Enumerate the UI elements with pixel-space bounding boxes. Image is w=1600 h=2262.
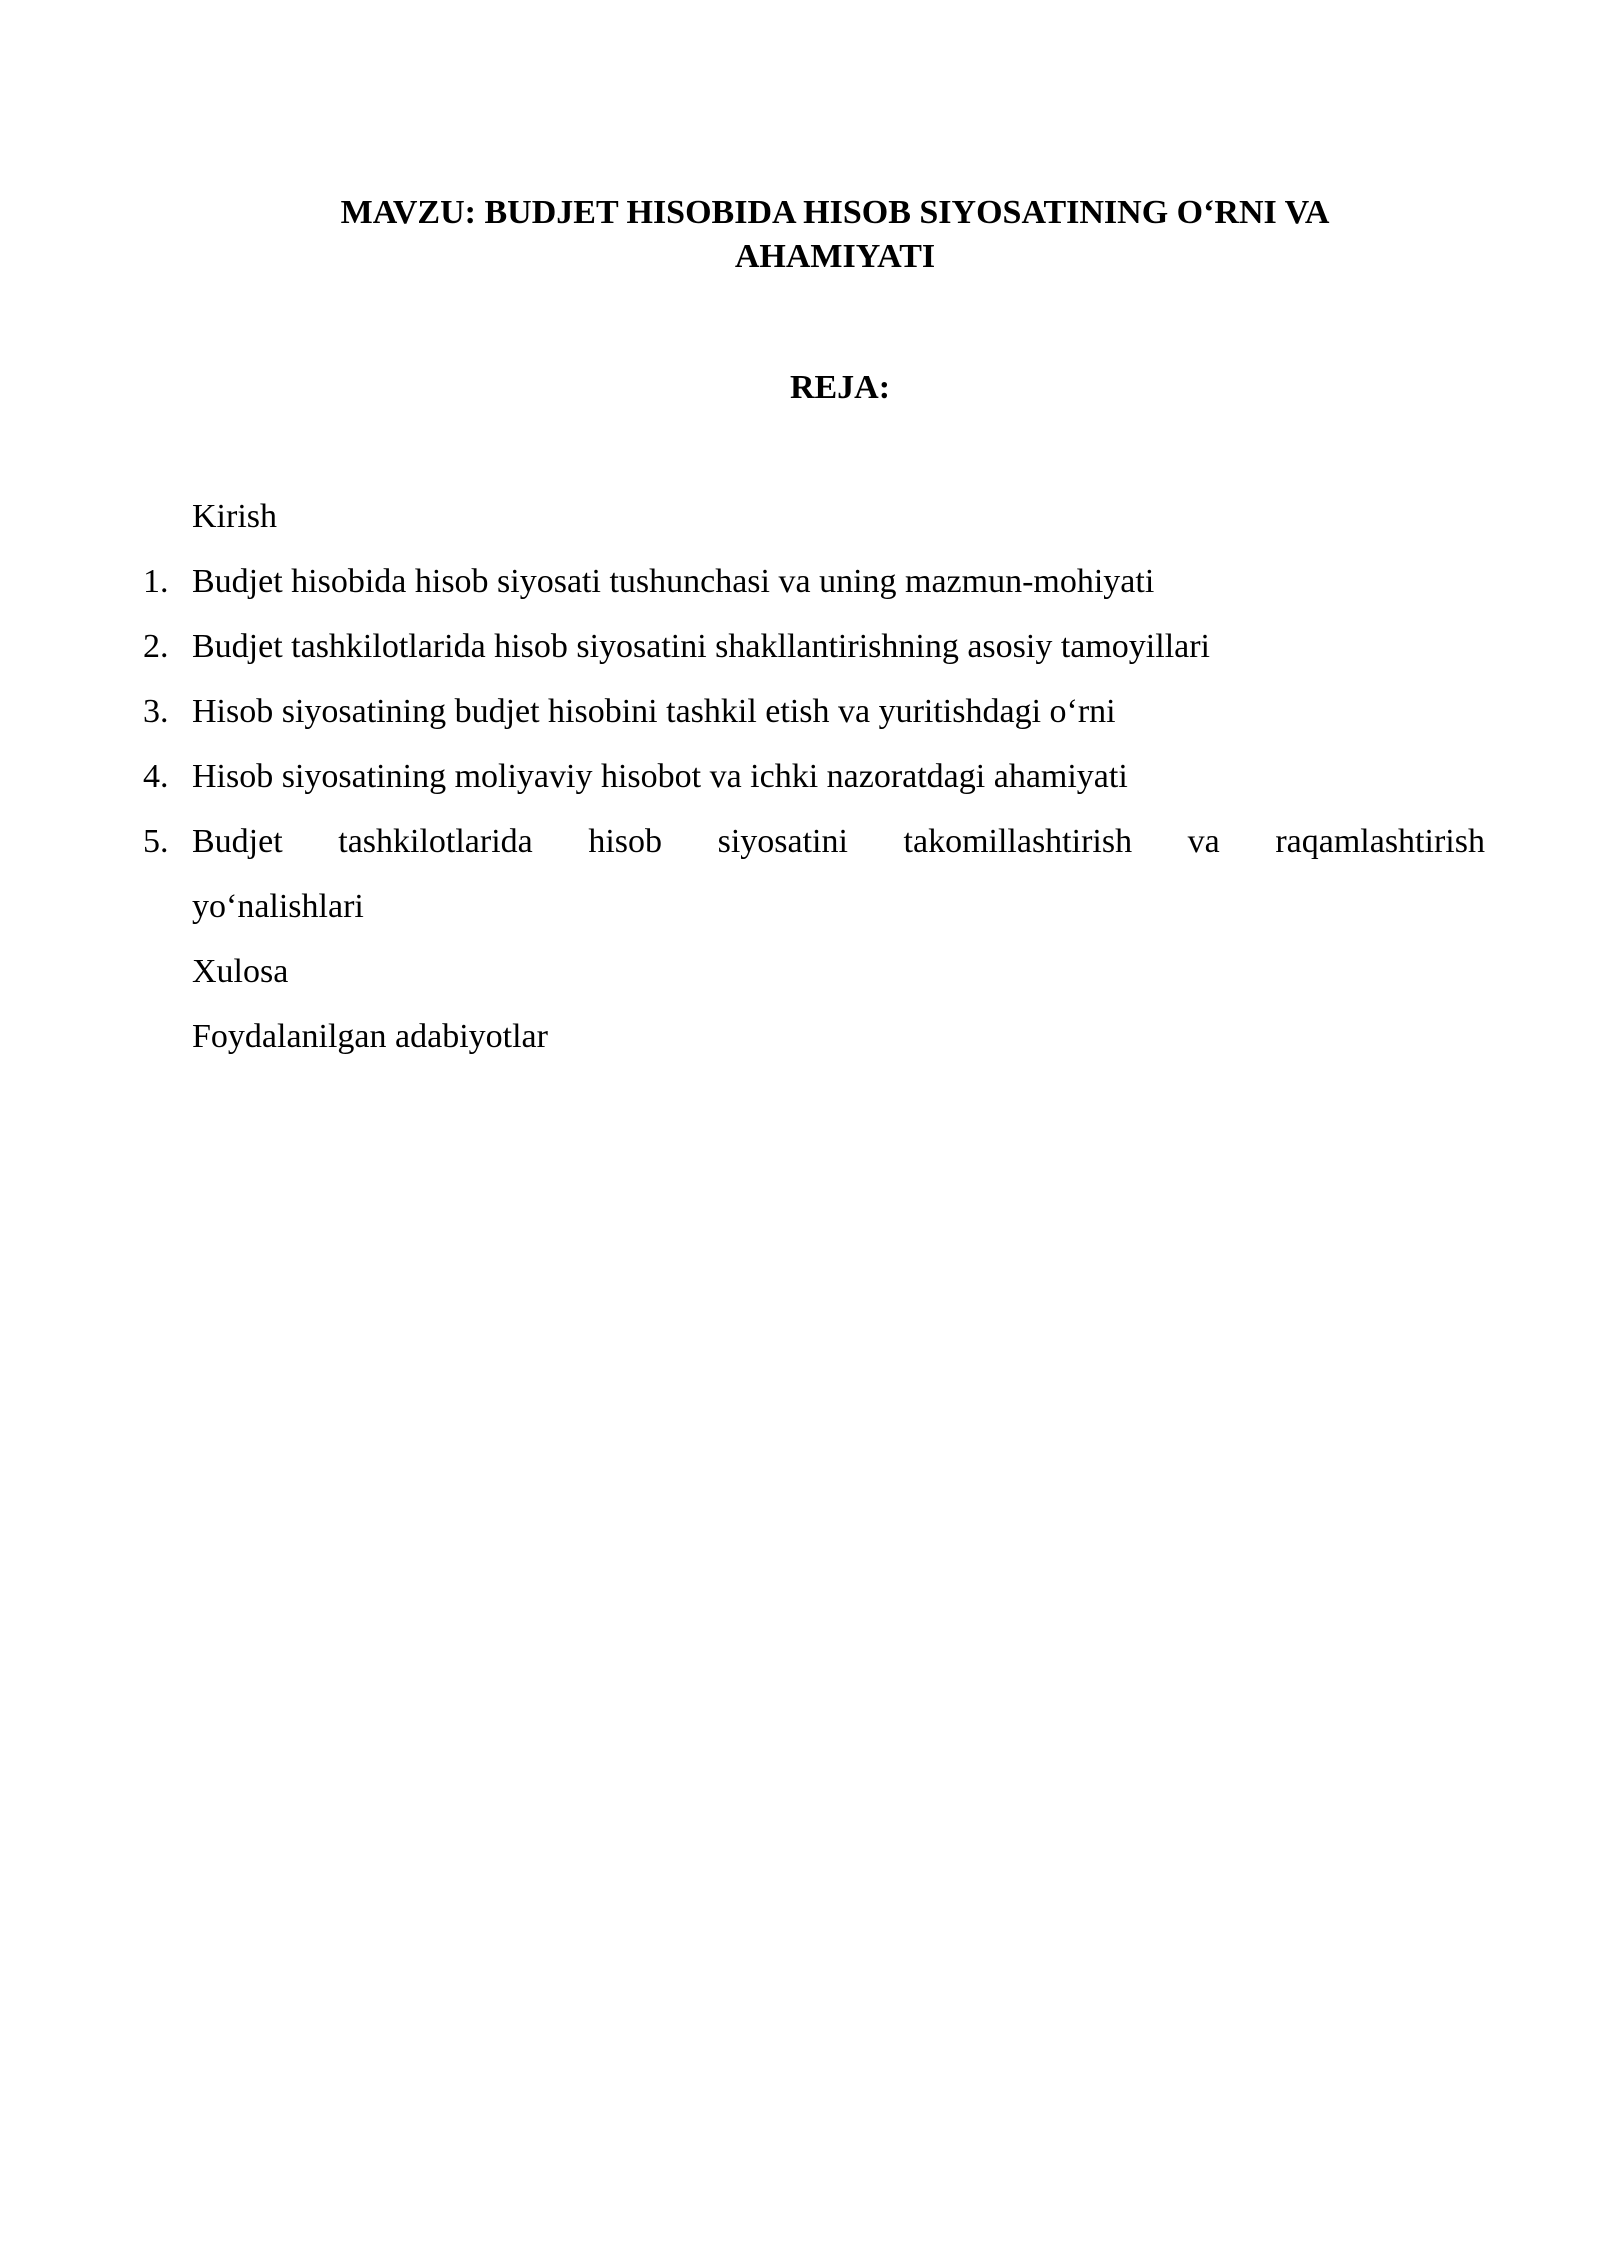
plan-item-5-continuation: yo‘nalishlari <box>192 888 364 925</box>
plan-item-2: Budjet tashkilotlarida hisob siyosatini shakllantirishning asosiy tamoyillari <box>192 628 1211 665</box>
plan-item-5-word: hisob <box>588 823 663 860</box>
plan-heading: REJA: <box>789 369 891 406</box>
document-title <box>270 191 1400 279</box>
plan-item-1: Budjet hisobida hisob siyosati tushunchasi va uning mazmun-mohiyati <box>192 563 1155 600</box>
plan-item-5-word: takomillashtirish <box>903 823 1133 860</box>
plan-item-5-word: va <box>1187 823 1220 860</box>
plan-conclusion: Xulosa <box>192 953 289 990</box>
plan-item-5 <box>192 820 1485 864</box>
title-line-2: AHAMIYATI <box>734 238 936 275</box>
plan-item-5-word: Budjet <box>192 823 283 860</box>
plan-item-5-word: siyosatini <box>717 823 848 860</box>
plan-intro: Kirish <box>192 498 277 535</box>
title-line-1: MAVZU: BUDJET HISOBIDA HISOB SIYOSATINING O‘RNI VA <box>340 194 1330 231</box>
plan-item-number-5: 5. <box>143 823 169 860</box>
plan-item-number-3: 3. <box>143 693 169 730</box>
plan-item-5-word: raqamlashtirish <box>1275 823 1485 860</box>
plan-item-5-word: tashkilotlarida <box>338 823 533 860</box>
plan-item-number-4: 4. <box>143 758 169 795</box>
plan-item-number-2: 2. <box>143 628 169 665</box>
plan-references: Foydalanilgan adabiyotlar <box>192 1018 548 1055</box>
plan-item-3: Hisob siyosatining budjet hisobini tashkil etish va yuritishdagi o‘rni <box>192 693 1116 730</box>
plan-item-number-1: 1. <box>143 563 169 600</box>
plan-item-4: Hisob siyosatining moliyaviy hisobot va ichki nazoratdagi ahamiyati <box>192 758 1128 795</box>
